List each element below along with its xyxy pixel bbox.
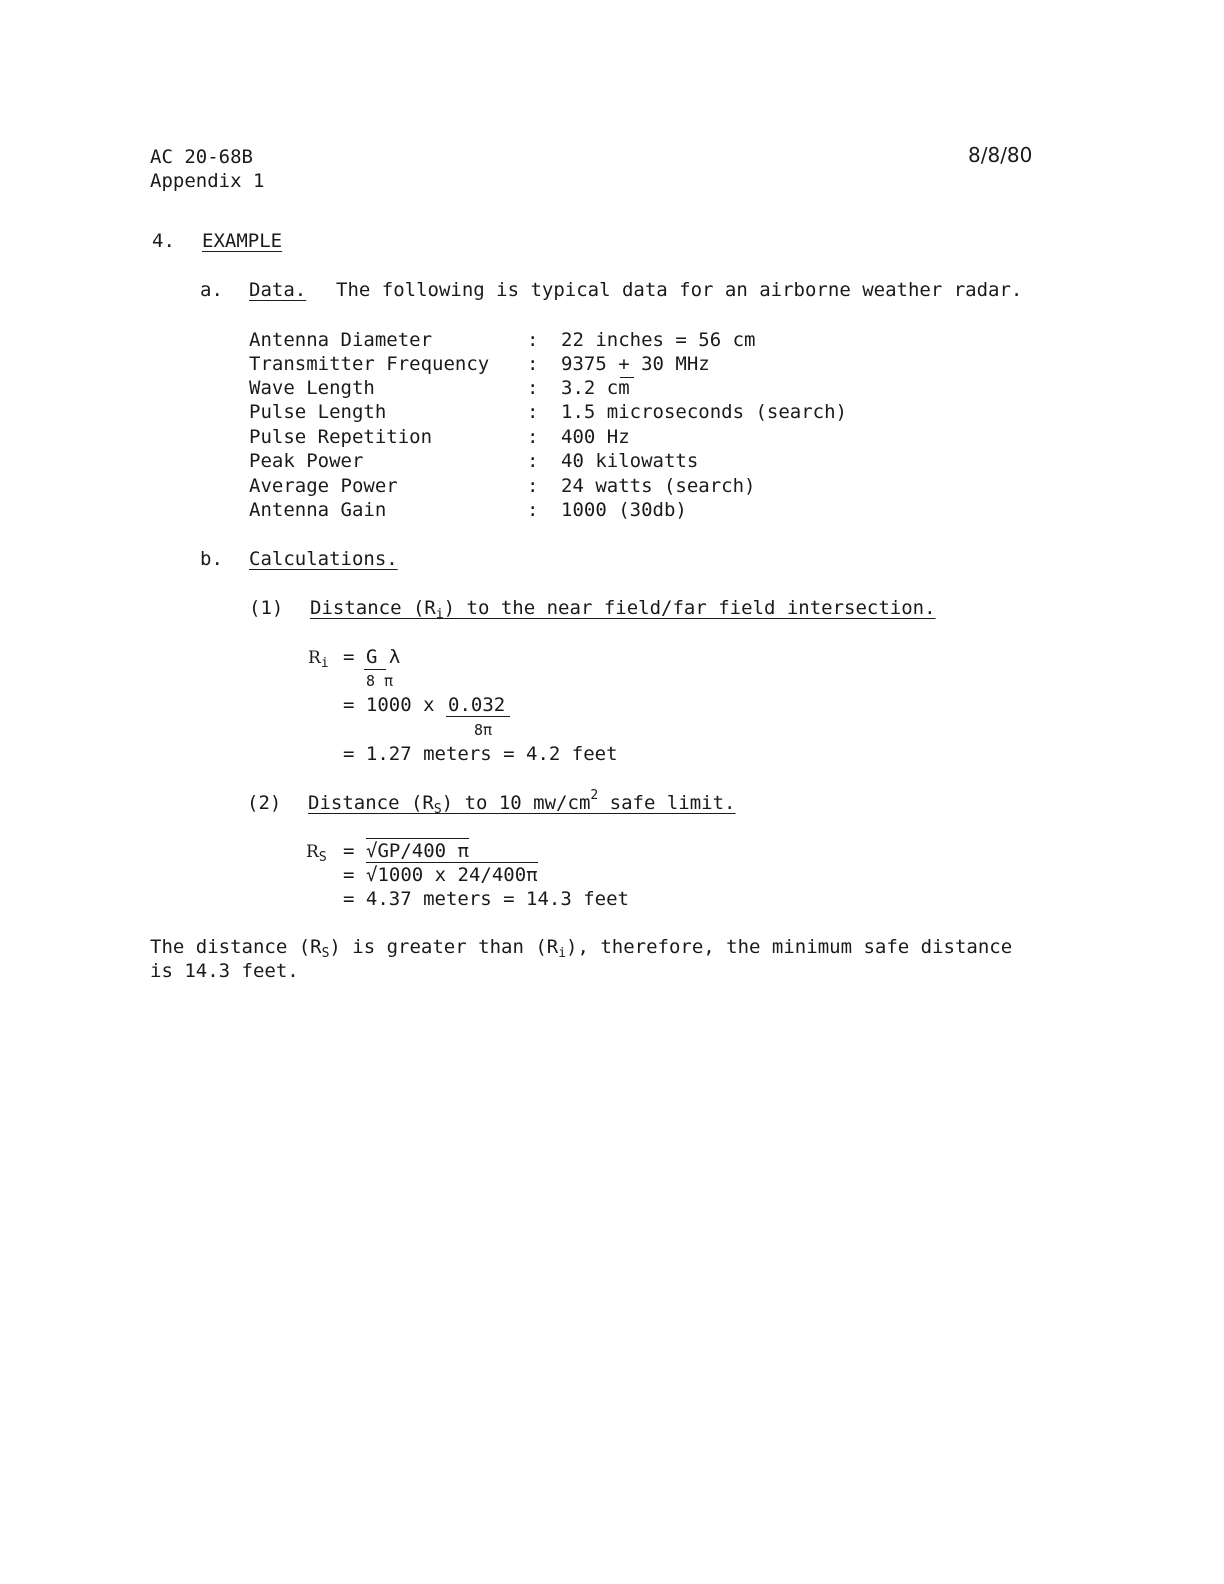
equals-sign: = [343,864,355,886]
step-1-number: (1) [249,597,284,619]
data-row-value: 22 inches = 56 cm [561,329,756,351]
para-a-heading: Data. [249,279,307,301]
data-row-colon: : [527,401,539,423]
data-row-label: Antenna Gain [249,499,387,521]
document-id: AC 20-68B [150,146,253,168]
data-row-label: Peak Power [249,450,364,472]
para-b-letter: b. [200,548,223,570]
data-row-colon: : [527,499,539,521]
ri-step-2-denominator: 8π [474,721,493,739]
data-row-value: 24 watts (search) [561,475,756,497]
ri-result: = 1.27 meters = 4.2 feet [343,743,618,765]
data-row-label: Pulse Repetition [249,426,433,448]
ri-fraction-numerator: G λ [366,646,401,668]
data-row-label: Antenna Diameter [249,329,433,351]
data-row-colon: : [527,450,539,472]
data-row-label: Wave Length [249,377,375,399]
rs-symbol: $R_S$ [306,842,327,865]
data-row-colon: : [527,329,539,351]
rs-step-2: √1000 x 24/400π [366,864,538,886]
step-2-heading: Distance $(R_S)$ to 10 $mw/cm^2$ safe limit. [308,788,736,817]
data-row-value: 1.5 microseconds (search) [561,401,847,423]
data-row-label: Average Power [249,475,398,497]
para-b-heading: Calculations. [249,548,398,570]
para-a-letter: a. [200,279,223,301]
rs-step-1: √GP/400 π [366,840,469,862]
equals-sign: = [343,840,355,862]
document-date: 8/8/80 [968,143,1033,167]
data-row-label: Transmitter Frequency [249,353,490,375]
section-title: EXAMPLE [202,230,283,252]
ri-step-2-prefix: = 1000 x [343,694,435,716]
ri-step-2-numerator: 0.032 [448,694,506,716]
data-row-colon: : [527,426,539,448]
step-2-number: (2) [247,792,282,814]
conclusion-line-1: The distance $(R_S)$ is greater than $(R_i)$, therefore, the minimum safe distance [150,936,1013,961]
data-row-value: 400 Hz [561,426,630,448]
section-number: 4. [152,230,175,252]
data-row-value: 40 kilowatts [561,450,699,472]
step-1-heading: Distance $(R_i)$ to the near field/far field intersection. [310,597,936,622]
conclusion-line-2: is 14.3 feet. [150,960,299,982]
ri-fraction-denominator: 8 π [366,672,394,690]
fraction-bar [446,716,510,717]
appendix-label: Appendix 1 [150,170,265,192]
para-a-text: The following is typical data for an airborne weather radar. [336,279,1023,301]
data-row-colon: : [527,475,539,497]
rs-result: = 4.37 meters = 14.3 feet [343,888,629,910]
equals-sign: = [343,646,355,668]
data-row-colon: : [527,353,539,375]
data-row-label: Pulse Length [249,401,387,423]
data-row-colon: : [527,377,539,399]
data-row-value: 9375 + 30 MHz [561,353,710,375]
data-row-value: 3.2 cm [561,377,630,399]
ri-symbol: $R_i$ [308,648,329,671]
data-row-value: 1000 (30db) [561,499,687,521]
